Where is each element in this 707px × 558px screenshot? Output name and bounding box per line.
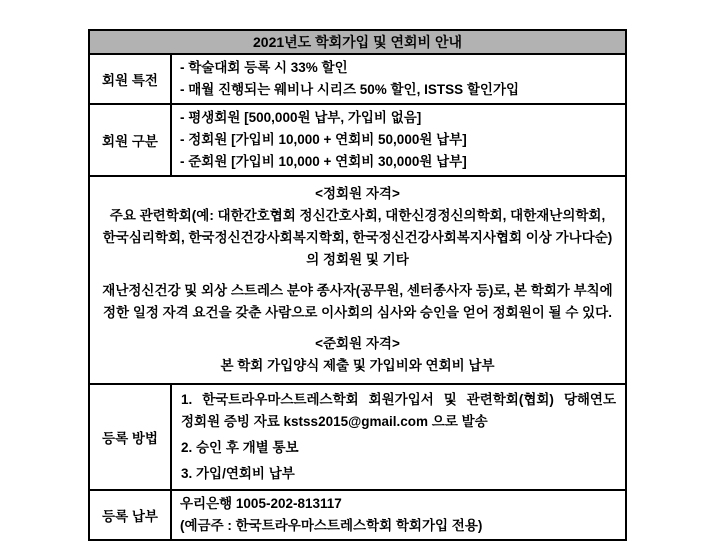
associate-member-qualification-heading: <준회원 자격> bbox=[315, 336, 400, 351]
table-row-membership-types bbox=[89, 104, 626, 176]
row-label-registration-method: 등록 방법 bbox=[89, 384, 171, 490]
regular-member-qualification-note: 재난정신건강 및 외상 스트레스 분야 종사자(공무원, 센터종사자 등)로, 본 학회가 부칙에 정한 일정 자격 요건을 갖춘 사람으로 이사회의 심사와 승인을 얻어 정회원이 될 수 있다. bbox=[102, 283, 613, 320]
row-label-membership-types: 회원 구분 bbox=[89, 104, 171, 176]
table-title-row bbox=[89, 30, 626, 54]
registration-step: 3. 가입/연회비 납부 bbox=[181, 466, 295, 481]
associate-member-qualification-text: 본 학회 가입양식 제출 및 가입비와 연회비 납부 bbox=[220, 358, 495, 373]
membership-type-item: - 준회원 [가입비 10,000 + 연회비 30,000원 납부] bbox=[180, 154, 467, 169]
membership-types-content bbox=[171, 104, 626, 176]
qualifications-content bbox=[89, 176, 626, 384]
row-label-registration-payment: 등록 납부 bbox=[89, 490, 171, 540]
table-row-qualifications bbox=[89, 176, 626, 384]
benefits-content bbox=[171, 54, 626, 104]
registration-payment-content bbox=[171, 490, 626, 540]
benefit-item: - 매월 진행되는 웨비나 시리즈 50% 할인, ISTSS 할인가입 bbox=[180, 82, 520, 97]
registration-step: 2. 승인 후 개별 통보 bbox=[181, 440, 299, 455]
table-title: 2021년도 학회가입 및 연회비 안내 bbox=[89, 30, 626, 54]
account-holder-note: (예금주 : 한국트라우마스트레스학회 학회가입 전용) bbox=[180, 518, 483, 533]
membership-type-item: - 평생회원 [500,000원 납부, 가입비 없음] bbox=[180, 110, 422, 125]
benefit-item: - 학술대회 등록 시 33% 할인 bbox=[180, 60, 348, 75]
membership-type-item: - 정회원 [가입비 10,000 + 연회비 50,000원 납부] bbox=[180, 132, 467, 147]
row-label-benefits: 회원 특전 bbox=[89, 54, 171, 104]
regular-member-qualification-text: 주요 관련학회(예: 대한간호협회 정신간호사회, 대한신경정신의학회, 대한재난의학회, 한국심리학회, 한국정신건강사회복지학회, 한국정신건강사회복지사협회 이상 가나다순)의 정회원 및 기타 bbox=[102, 208, 613, 267]
table-row-registration-method bbox=[89, 384, 626, 490]
registration-step: 1. 한국트라우마스트레스학회 회원가입서 및 관련학회(협회) 당해연도 정회원 증빙 자료 kstss2015@gmail.com 으로 발송 bbox=[181, 392, 616, 429]
membership-info-table bbox=[88, 29, 627, 541]
registration-method-content bbox=[171, 384, 626, 490]
regular-member-qualification-heading: <정회원 자격> bbox=[315, 186, 400, 201]
table-row-registration-payment bbox=[89, 490, 626, 540]
table-row-benefits bbox=[89, 54, 626, 104]
bank-account-number: 우리은행 1005-202-813117 bbox=[180, 496, 342, 511]
